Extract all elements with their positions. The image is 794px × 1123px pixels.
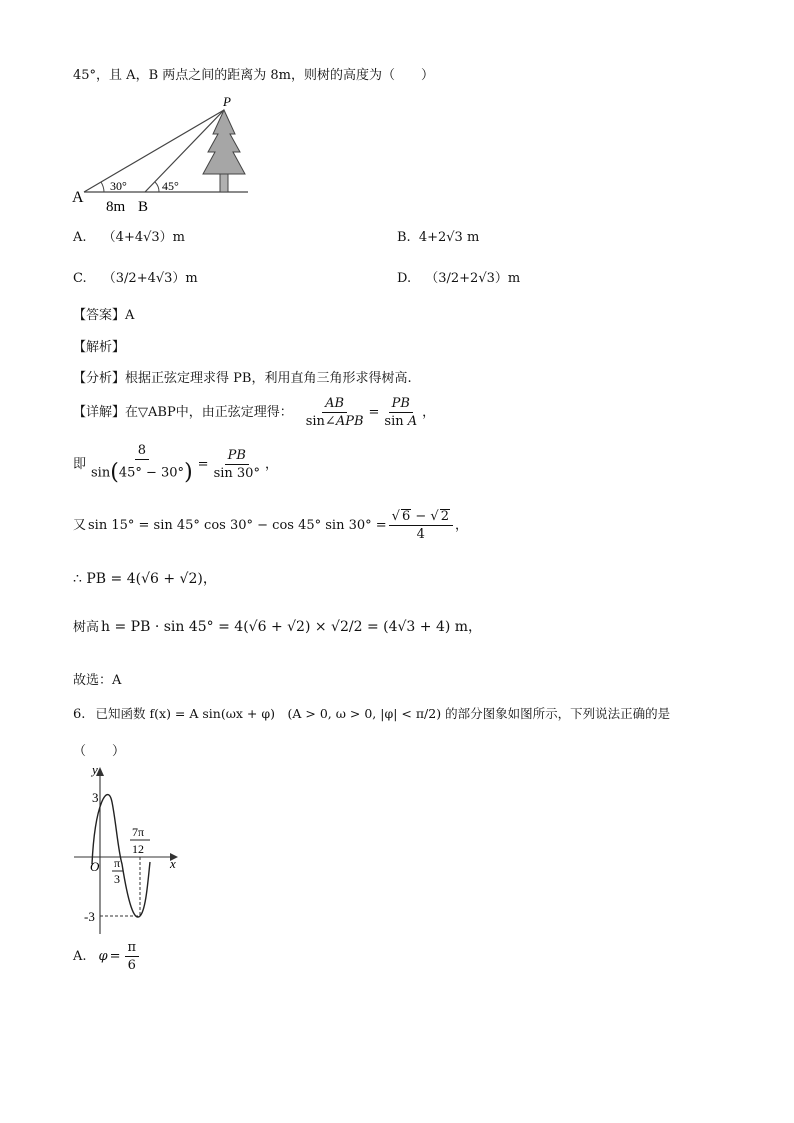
analysis-tag: 【解析】 (73, 340, 126, 355)
step4-line (73, 620, 482, 634)
figure-tree-triangle (70, 94, 260, 219)
x-axis-label: x (170, 856, 176, 871)
q6-stem-line (73, 708, 670, 721)
xiangjie-tag: 【详解】 (73, 405, 126, 420)
angle-30: 30° (110, 179, 127, 193)
xiangjie-line: 【详解】 在▽ABP中，由正弦定理得： $\frac{AB}{\text{sin∠APB}}$ = $\frac{PB}{\text{sin A}}$ ， (73, 396, 436, 429)
option-d (397, 272, 520, 285)
answer-tag: 【答案】 (73, 308, 126, 323)
step1-line: 即 $\frac{8}{\sin(45^\circ - 30^\circ)}$ = $\frac{PB}{\sin 30^\circ}$ ， (73, 443, 278, 485)
q6-paren: （ ） (73, 744, 126, 759)
figure-sine-graph (70, 762, 190, 937)
fenxi-text: 根据正弦定理求得 PB，利用直角三角形求得树高. (125, 371, 412, 386)
xiangjie-lead: 在▽ABP中，由正弦定理得： (125, 405, 293, 420)
step2-expr: sin 15° = sin 45° cos 30° − cos 45° sin 30° = (88, 517, 387, 533)
svg-text:3: 3 (114, 872, 120, 886)
guxuan-line: 故选：A (73, 673, 122, 688)
fraction-pi-6: $\frac{\pi}{6}$ (125, 941, 140, 972)
fraction-sqrt6-sqrt2-over-4: $\frac{√ 6 - √ 2}{4}$ (389, 509, 453, 541)
origin-label: O (90, 859, 100, 874)
q6-option-a: A. φ = $\frac{\pi}{6}$ (73, 941, 141, 972)
option-b-text: 4+2√3 m (418, 230, 480, 245)
svg-text:12: 12 (132, 842, 144, 856)
q6-number: 6. (73, 707, 86, 722)
fraction-ab-sinapb: $\frac{AB}{\text{sin∠APB}}$ (305, 396, 364, 429)
fraction-pb-sin30: $\frac{PB}{\sin 30^\circ}$ (213, 447, 260, 481)
y-axis-label: y (92, 762, 98, 777)
fenxi-line (73, 372, 412, 385)
fenxi-tag: 【分析】 (73, 371, 126, 386)
q6-stem: 已知函数 f(x) = A sin(ωx + φ) (A > 0, ω > 0, |φ| < π/2) 的部分图象如图所示，下列说法正确的是 (95, 706, 671, 721)
y-max-label: 3 (92, 790, 99, 805)
tick-pi3: π (114, 856, 121, 870)
option-c-key: C. (73, 271, 87, 286)
step2-prefix: 又 (73, 517, 87, 533)
angle-45: 45° (162, 179, 179, 193)
q5-intro: 45°，且 A，B 两点之间的距离为 8m，则树的高度为（ ） (73, 68, 434, 83)
y-min-label: -3 (84, 909, 95, 924)
q6-option-a-key: A. (73, 949, 87, 964)
fraction-8-sin15: $\frac{8}{\sin(45^\circ - 30^\circ)}$ (91, 443, 193, 485)
tick-7pi12: 7π (132, 825, 145, 839)
step3-line: ∴ PB = 4(√6 + √2)， (73, 571, 217, 587)
option-b-key: B. (397, 230, 411, 245)
distance-8m: 8m (106, 199, 126, 215)
option-a-key: A. (73, 230, 87, 245)
option-a-text: （4+4√3）m (102, 230, 185, 245)
option-d-text: （3/2+2√3）m (425, 271, 521, 286)
step2-line: 又 sin 15° = sin 45° cos 30° − cos 45° sin 30° = $\frac{√ 6 - √ 2}{4}$ ， (73, 509, 468, 542)
label-p: P (223, 94, 231, 109)
option-c (73, 272, 198, 285)
option-d-key: D. (397, 271, 412, 286)
step1-prefix: 即 (73, 456, 87, 472)
answer-value: A (125, 308, 135, 323)
step4-prefix: 树高 (73, 619, 100, 635)
step4-expr: h = PB · sin 45° = 4(√6 + √2) × √2/2 = (4√3 + 4) m， (101, 619, 483, 635)
label-b: B (138, 199, 149, 215)
label-a: A (72, 189, 84, 206)
option-b (397, 231, 479, 244)
option-a (73, 231, 185, 244)
fraction-pb-sina: $\frac{PB}{\text{sin A}}$ (384, 396, 418, 429)
answer-line (73, 309, 134, 322)
option-c-text: （3/2+4√3）m (102, 271, 198, 286)
